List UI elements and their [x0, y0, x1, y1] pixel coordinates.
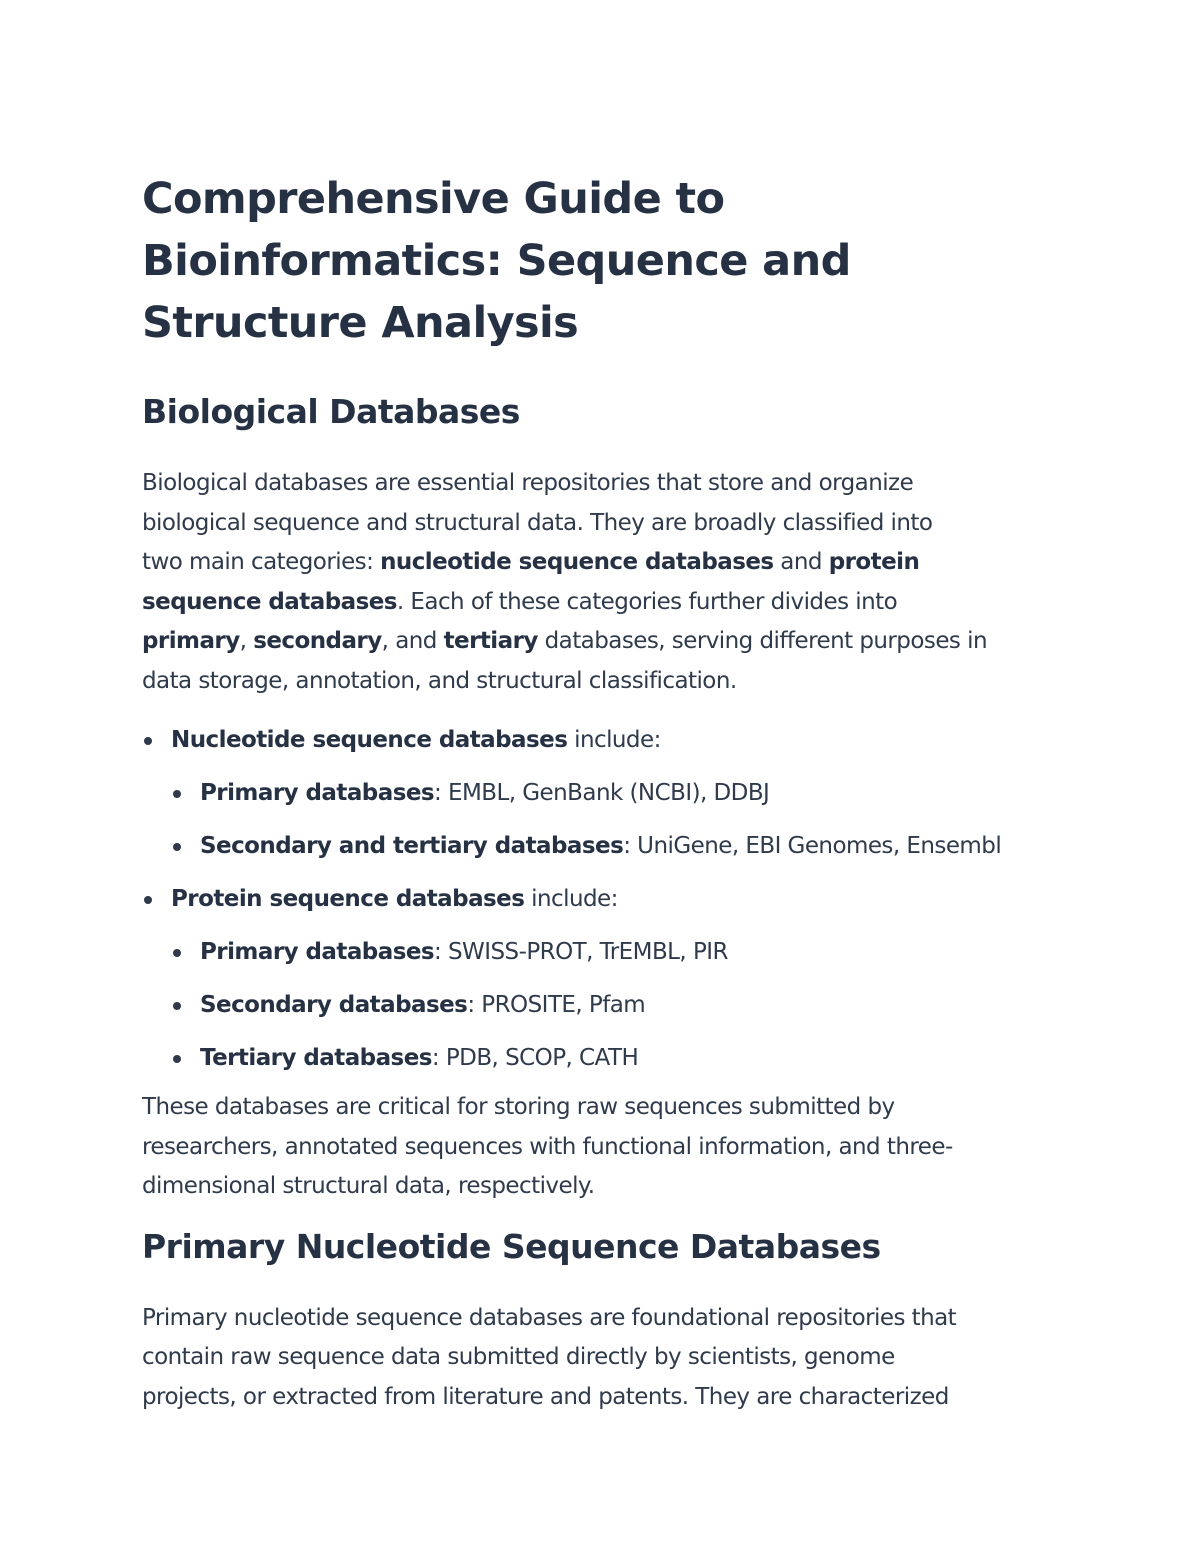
- document-content: [142, 168, 1062, 1417]
- bullet-icon: [144, 737, 152, 745]
- sub-list-item: [142, 820, 1062, 873]
- text-run: : PROSITE, Pfam: [467, 992, 646, 1018]
- text-run: include:: [567, 727, 661, 753]
- sub-list-item: [142, 767, 1062, 820]
- text-run: . Each of these categories further divides into: [396, 588, 898, 615]
- paragraph-line: data storage, annotation, and structural classification.: [142, 667, 737, 694]
- bold-term: Primary databases: [200, 939, 435, 965]
- bold-term: tertiary: [443, 628, 538, 654]
- bold-term: secondary: [253, 628, 382, 654]
- bullet-icon: [173, 1055, 181, 1063]
- paragraph-line: Primary nucleotide sequence databases are foundational repositories that: [142, 1304, 957, 1331]
- paragraph-line: Biological databases are essential repositories that store and organize: [142, 470, 914, 496]
- text-run: and: [773, 549, 829, 575]
- paragraph-line: contain raw sequence data submitted directly by scientists, genome: [142, 1344, 895, 1370]
- text-run: : SWISS-PROT, TrEMBL, PIR: [434, 939, 728, 965]
- paragraph-line: projects, or extracted from literature and patents. They are characterized: [142, 1383, 949, 1410]
- sub-list-item: [142, 926, 1062, 979]
- list-item-protein: [142, 873, 1062, 926]
- paragraph-line: [142, 543, 1062, 583]
- list-item-nucleotide: [142, 714, 1062, 767]
- text-run: include:: [524, 886, 618, 912]
- text-run: : UniGene, EBI Genomes, Ensembl: [623, 833, 1002, 859]
- bold-term: Tertiary databases: [200, 1045, 432, 1071]
- paragraph-line: [142, 622, 1062, 662]
- primary-paragraph: [142, 1299, 1062, 1418]
- section-heading-primary-nucleotide: Primary Nucleotide Sequence Databases: [142, 1226, 881, 1266]
- bullet-icon: [173, 949, 181, 957]
- text-run: databases, serving different purposes in: [537, 628, 987, 654]
- title-line: Structure Analysis: [142, 298, 579, 348]
- bold-term: sequence databases: [142, 588, 397, 615]
- bold-term: Primary databases: [200, 780, 435, 806]
- text-run: ,: [239, 628, 254, 654]
- paragraph-line: researchers, annotated sequences with functional information, and three-: [142, 1133, 953, 1160]
- title-line: Bioinformatics: Sequence and: [142, 236, 851, 286]
- paragraph-line: dimensional structural data, respectively.: [142, 1173, 595, 1199]
- bullet-icon: [144, 896, 152, 904]
- summary-paragraph: [142, 1088, 1062, 1207]
- intro-paragraph: [142, 464, 1062, 701]
- sub-list-item: [142, 979, 1062, 1032]
- page-title: [142, 168, 1062, 354]
- paragraph-line: [142, 583, 1062, 623]
- bold-term: Secondary databases: [200, 992, 468, 1018]
- bullet-icon: [173, 843, 181, 851]
- bold-term: primary: [142, 628, 240, 654]
- bold-term: Nucleotide sequence databases: [171, 727, 568, 753]
- section-heading-biological-databases: Biological Databases: [142, 392, 520, 431]
- title-line: Comprehensive Guide to: [142, 174, 725, 224]
- text-run: , and: [381, 628, 444, 654]
- text-run: : PDB, SCOP, CATH: [431, 1045, 639, 1071]
- paragraph-line: These databases are critical for storing raw sequences submitted by: [142, 1094, 895, 1120]
- text-run: two main categories:: [142, 549, 381, 575]
- bold-term: nucleotide sequence databases: [380, 549, 774, 575]
- text-run: : EMBL, GenBank (NCBI), DDBJ: [434, 780, 770, 806]
- paragraph-line: biological sequence and structural data. They are broadly classified into: [142, 509, 933, 536]
- database-list: [142, 714, 1062, 1085]
- bold-term: Protein sequence databases: [171, 886, 525, 912]
- bullet-icon: [173, 1002, 181, 1010]
- bullet-icon: [173, 790, 181, 798]
- sub-list-item: [142, 1032, 1062, 1085]
- bold-term: protein: [828, 549, 920, 575]
- bold-term: Secondary and tertiary databases: [200, 833, 624, 859]
